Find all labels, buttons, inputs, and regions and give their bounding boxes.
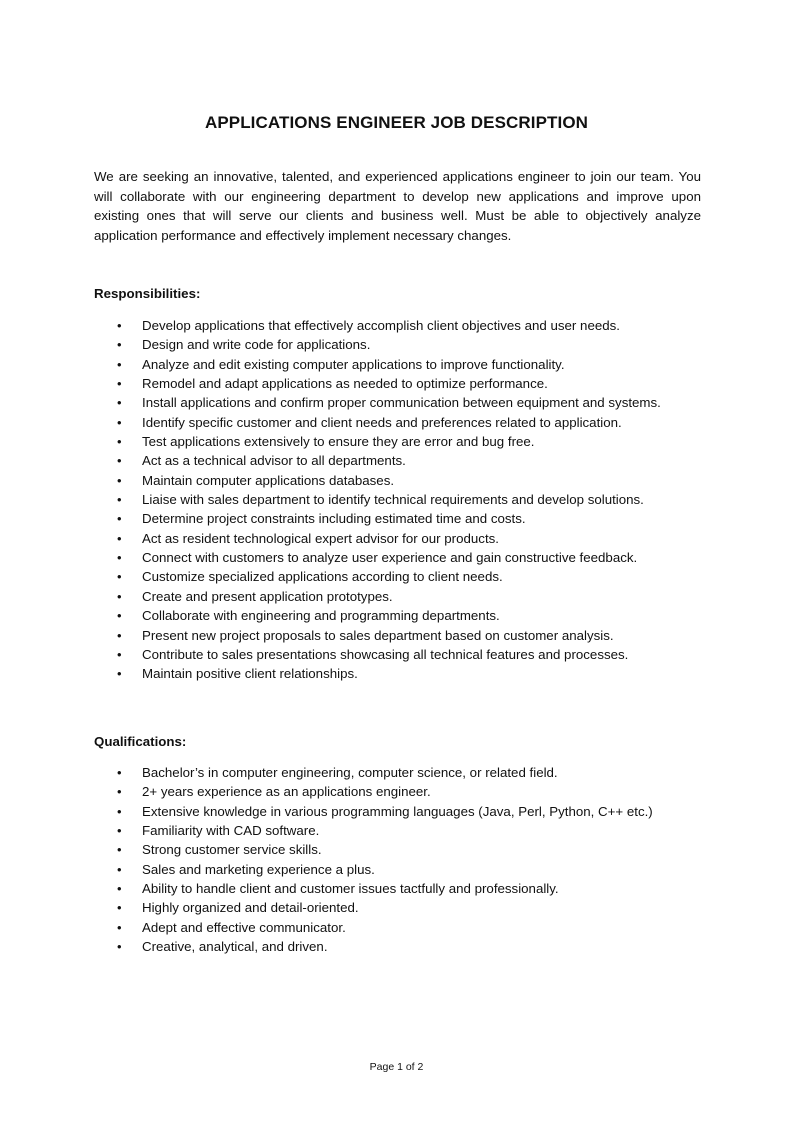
bullet-icon: • xyxy=(117,666,122,682)
list-item xyxy=(0,374,661,393)
list-item-text: Remodel and adapt applications as needed to optimize performance. xyxy=(142,376,548,392)
list-item xyxy=(0,937,653,956)
list-item-text: Connect with customers to analyze user experience and gain constructive feedback. xyxy=(142,550,638,566)
list-item-text: Act as resident technological expert advisor for our products. xyxy=(142,530,499,546)
qualifications-list xyxy=(0,763,653,956)
bullet-icon: • xyxy=(117,823,122,839)
bullet-icon: • xyxy=(117,842,122,858)
list-item xyxy=(0,918,653,937)
page-number-footer: Page 1 of 2 xyxy=(369,1061,424,1073)
list-item xyxy=(0,471,661,490)
list-item xyxy=(0,860,653,879)
bullet-icon: • xyxy=(117,453,122,469)
list-item-text: Maintain computer applications databases. xyxy=(142,472,395,488)
list-item-text: Liaise with sales department to identify technical requirements and develop solutions. xyxy=(142,492,644,508)
list-item-text: 2+ years experience as an applications engineer. xyxy=(142,784,431,800)
list-item-text: Ability to handle client and customer issues tactfully and professionally. xyxy=(142,881,559,897)
list-item-text: Present new project proposals to sales department based on customer analysis. xyxy=(142,627,614,643)
list-item-text: Contribute to sales presentations showcasing all technical features and processes. xyxy=(142,646,629,662)
list-item xyxy=(0,548,661,567)
list-item xyxy=(0,393,661,412)
list-item xyxy=(0,840,653,859)
bullet-icon: • xyxy=(117,919,122,935)
qualifications-heading: Qualifications: xyxy=(94,734,187,749)
bullet-icon: • xyxy=(117,861,122,877)
list-item xyxy=(0,529,661,548)
list-item-text: Install applications and confirm proper communication between equipment and systems. xyxy=(142,395,661,411)
bullet-icon: • xyxy=(117,627,122,643)
list-item xyxy=(0,763,653,782)
list-item-text: Familiarity with CAD software. xyxy=(142,823,320,839)
list-item xyxy=(0,509,661,528)
responsibilities-list xyxy=(0,316,661,684)
bullet-icon: • xyxy=(117,376,122,392)
list-item-text: Determine project constraints including estimated time and costs. xyxy=(142,511,526,527)
list-item-text: Strong customer service skills. xyxy=(142,842,322,858)
list-item-text: Highly organized and detail-oriented. xyxy=(142,900,359,916)
bullet-icon: • xyxy=(117,588,122,604)
document-title: APPLICATIONS ENGINEER JOB DESCRIPTION xyxy=(204,113,589,132)
bullet-icon: • xyxy=(117,414,122,430)
bullet-icon: • xyxy=(117,434,122,450)
list-item-text: Maintain positive client relationships. xyxy=(142,666,358,682)
list-item-text: Create and present application prototypes. xyxy=(142,588,393,604)
list-item xyxy=(0,587,661,606)
intro-paragraph: We are seeking an innovative, talented, and experienced applications engineer to join our team. You will collaborate with our engineering department to develop new applications and improve upon existing ones that will serve our clients and business well. Must be able to objectively analyze application performance and effectively implement necessary changes. xyxy=(94,169,701,243)
bullet-icon: • xyxy=(117,900,122,916)
bullet-icon: • xyxy=(117,569,122,585)
bullet-icon: • xyxy=(117,550,122,566)
bullet-icon: • xyxy=(117,881,122,897)
list-item xyxy=(0,451,661,470)
bullet-icon: • xyxy=(117,472,122,488)
bullet-icon: • xyxy=(117,530,122,546)
list-item xyxy=(0,606,661,625)
list-item-text: Sales and marketing experience a plus. xyxy=(142,861,375,877)
list-item xyxy=(0,879,653,898)
list-item xyxy=(0,413,661,432)
responsibilities-heading: Responsibilities: xyxy=(94,286,201,301)
bullet-icon: • xyxy=(117,608,122,624)
list-item xyxy=(0,664,661,683)
list-item-text: Extensive knowledge in various programming languages (Java, Perl, Python, C++ etc.) xyxy=(142,803,653,819)
list-item-text: Creative, analytical, and driven. xyxy=(142,939,328,955)
list-item xyxy=(0,490,661,509)
bullet-icon: • xyxy=(117,765,122,780)
bullet-icon: • xyxy=(117,939,122,955)
list-item xyxy=(0,782,653,801)
list-item xyxy=(0,335,661,354)
list-item-text: Test applications extensively to ensure they are error and bug free. xyxy=(142,434,535,450)
list-item-text: Collaborate with engineering and programming departments. xyxy=(142,608,500,624)
list-item xyxy=(0,802,653,821)
bullet-icon: • xyxy=(117,337,122,353)
list-item xyxy=(0,821,653,840)
bullet-icon: • xyxy=(117,395,122,411)
bullet-icon: • xyxy=(117,646,122,662)
list-item xyxy=(0,355,661,374)
list-item-text: Develop applications that effectively accomplish client objectives and user needs. xyxy=(142,318,620,333)
list-item xyxy=(0,316,661,335)
list-item xyxy=(0,898,653,917)
list-item-text: Design and write code for applications. xyxy=(142,337,371,353)
bullet-icon: • xyxy=(117,492,122,508)
bullet-icon: • xyxy=(117,318,122,333)
list-item xyxy=(0,432,661,451)
list-item-text: Customize specialized applications according to client needs. xyxy=(142,569,503,585)
list-item xyxy=(0,626,661,645)
list-item-text: Identify specific customer and client needs and preferences related to application. xyxy=(142,414,622,430)
bullet-icon: • xyxy=(117,356,122,372)
list-item xyxy=(0,645,661,664)
bullet-icon: • xyxy=(117,803,122,819)
bullet-icon: • xyxy=(117,511,122,527)
list-item-text: Analyze and edit existing computer applications to improve functionality. xyxy=(142,356,565,372)
list-item-text: Adept and effective communicator. xyxy=(142,919,346,935)
list-item xyxy=(0,567,661,586)
list-item-text: Act as a technical advisor to all departments. xyxy=(142,453,406,469)
list-item-text: Bachelor’s in computer engineering, computer science, or related field. xyxy=(142,765,558,780)
bullet-icon: • xyxy=(117,784,122,800)
